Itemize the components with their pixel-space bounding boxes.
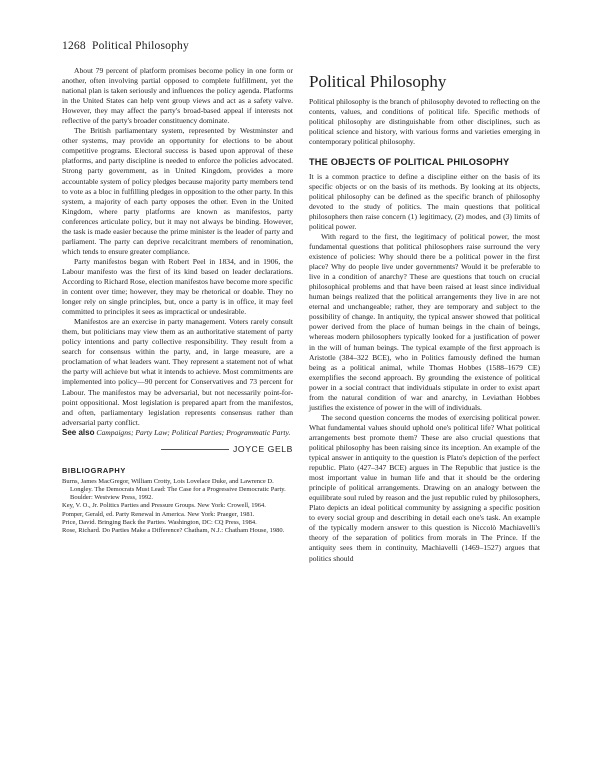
bibliography-entry: Pomper, Gerald, ed. Party Renewal in America. New York: Praeger, 1981.: [62, 510, 255, 518]
see-also-label: See also: [62, 427, 95, 437]
bibliography-entry: Burns, James MacGregor, William Crotty, Lois Lovelace Duke, and Lawrence D. Longley. The Democrats Must Lead: The Case for a Progressive Democratic Party. Boulder: Westview Press, 1992.: [62, 477, 286, 502]
see-also-items: Campaigns; Party Law; Political Parties; Programmatic Party.: [96, 427, 291, 437]
paragraph: It is a common practice to define a discipline either on the basis of its specific objects or on the basis of its methods. By looking at its objects, political philosophy can be defined as the specific branch of philosophy devoted to the study of politics. The main questions that political philosophers then raise concern (1) legitimacy, (2) modes, and (3) limits of political power.: [309, 171, 540, 231]
running-title: Political Philosophy: [91, 40, 189, 52]
paragraph: Party manifestos began with Robert Peel in 1834, and in 1906, the Labour manifesto was the first of its kind based on leader declarations. According to Richard Rose, election manifestos have become more specific in content over time; however, they may be rhetorical or doable. They no longer rely on single principles, but, once a party is in office, it may feel committed to principles it sees as impractical or undesirable.: [62, 256, 293, 317]
section-heading: THE OBJECTS OF POLITICAL PHILOSOPHY: [309, 157, 510, 168]
article-title: Political Philosophy: [309, 72, 447, 91]
see-also: [62, 428, 293, 438]
paragraph: About 79 percent of platform promises become policy in one form or another, often involving partial opposed to complete fulfillment, yet the national plan is taken seriously and influences the policy agenda. Platforms in the United States can help vent group views and act as a safety valve. However, they may affect the party's broad-based appeal if interests not reflective of the party's broader constituency dominate.: [62, 66, 293, 126]
bibliography-heading: BIBLIOGRAPHY: [62, 465, 126, 475]
intro-paragraph: Political philosophy is the branch of philosophy devoted to reflecting on the contents, values, and conditions of political life. Specific methods of political philosophy are distinguishable from other disciplines, such as political science and history, with various forms and varieties emerging in contemporary political philosophy.: [309, 97, 540, 147]
page-number: 1268: [62, 40, 86, 52]
running-header: [62, 40, 189, 52]
right-column: [309, 72, 540, 564]
paragraph: The British parliamentary system, represented by Westminster and other systems, may provide an opportunity for elections to be about competitive programs. Electoral success is based upon approval of these platforms, and party discipline is needed to enforce the policies advocated. Strong party government, as in United Kingdom, provides a more accountable system of policy pledges because majority party members tend to vote as a bloc in fulfilling pledges in opposition to the other party. In this system, a majority of each party opposes the other. Even in the United Kingdom, where party platforms are known as manifestos, party conferences articulate policy, but it may not always be binding. However, the task is made easier because the prime minister is the leader of party and parliament. The party can deprive recalcitrant members of renomination, which tends to ensure greater compliance.: [62, 126, 293, 256]
left-column: [62, 66, 293, 535]
bibliography-entry: Price, David. Bringing Back the Parties. Washington, DC: CQ Press, 1984.: [62, 518, 257, 526]
author-byline: JOYCE GELB: [62, 444, 293, 454]
paragraph: Manifestos are an exercise in party management. Voters rarely consult them, but politicians may view them as an authoritative statement of party policy intentions and party collective responsibility. They result from a search for consensus within the party, and, in large measure, are a proclamation of what leaders want. They represent a statement not of what the party will achieve but what it intends to achieve. Most commitments are implemented into policy—90 percent for Conservatives and 73 percent for Labour. The manifestos may be adversarial, but not necessarily point-for-point oppositional. Most legislation is prepared apart from the manifestos, and often, parliamentary legislation represents consensus rather than adversarial party conflict.: [62, 317, 293, 427]
bibliography-entry: Key, V. O., Jr. Politics Parties and Pressure Groups. New York: Crowell, 1964.: [62, 502, 266, 510]
paragraph: With regard to the first, the legitimacy of political power, the most fundamental questions that political philosophers raise surround the very existence of policies: Why should there be a political power in the first place? Why do people live under governments? Would it be preferable to live in a condition of anarchy? These are questions that touch on crucial philosophical problems and that have been raised at least since individual human beings realized that the political arrangements they live in are not eternal and unchangeable; rather, they are temporary and subject to the possibility of change. In antiquity, the typical answer showed that political power derived from the place of human beings in the chain of beings, whereas modern philosophers typically looked for a justification of power in the will of human beings. The typical example of the first approach is Aristotle (384–322 BCE), who in Politics famously defined the human being as a political animal, while Thomas Hobbes (1588–1679 CE) exemplifies the second approach. By grounding the existence of political power in a social contract that individuals stipulate in order to exist apart from the natural condition of war and anarchy, in Leviathan Hobbes justifies the existence of power in the will of individuals.: [309, 232, 540, 412]
paragraph: The second question concerns the modes of exercising political power. What fundamental values should uphold one's political life? What political arrangements best promote them? These are also crucial questions that political philosophy has been raising since its inception. An example of the typical answer in antiquity to the question is Plato's depiction of the perfect republic. Plato (427–347 BCE) argues in The Republic that justice is the most important value in human life and that it should be the ordering principle of political arrangements. Drawing on an analogy between the equilibrate soul ruled by reason and the just republic ruled by philosophers, Plato depicts an ideal political community by assigning a specific position to every social group and describing in detail each one's task. An example of the typically modern answer to this question is Niccolò Machiavelli's theory of the separation of politics from morals in The Prince. If the antiquity sees them in continuity, Machiavelli (1469–1527) argues that politics should: [309, 412, 540, 563]
bibliography-entry: Rose, Richard. Do Parties Make a Difference? Chatham, N.J.: Chatham House, 1980.: [62, 527, 285, 535]
